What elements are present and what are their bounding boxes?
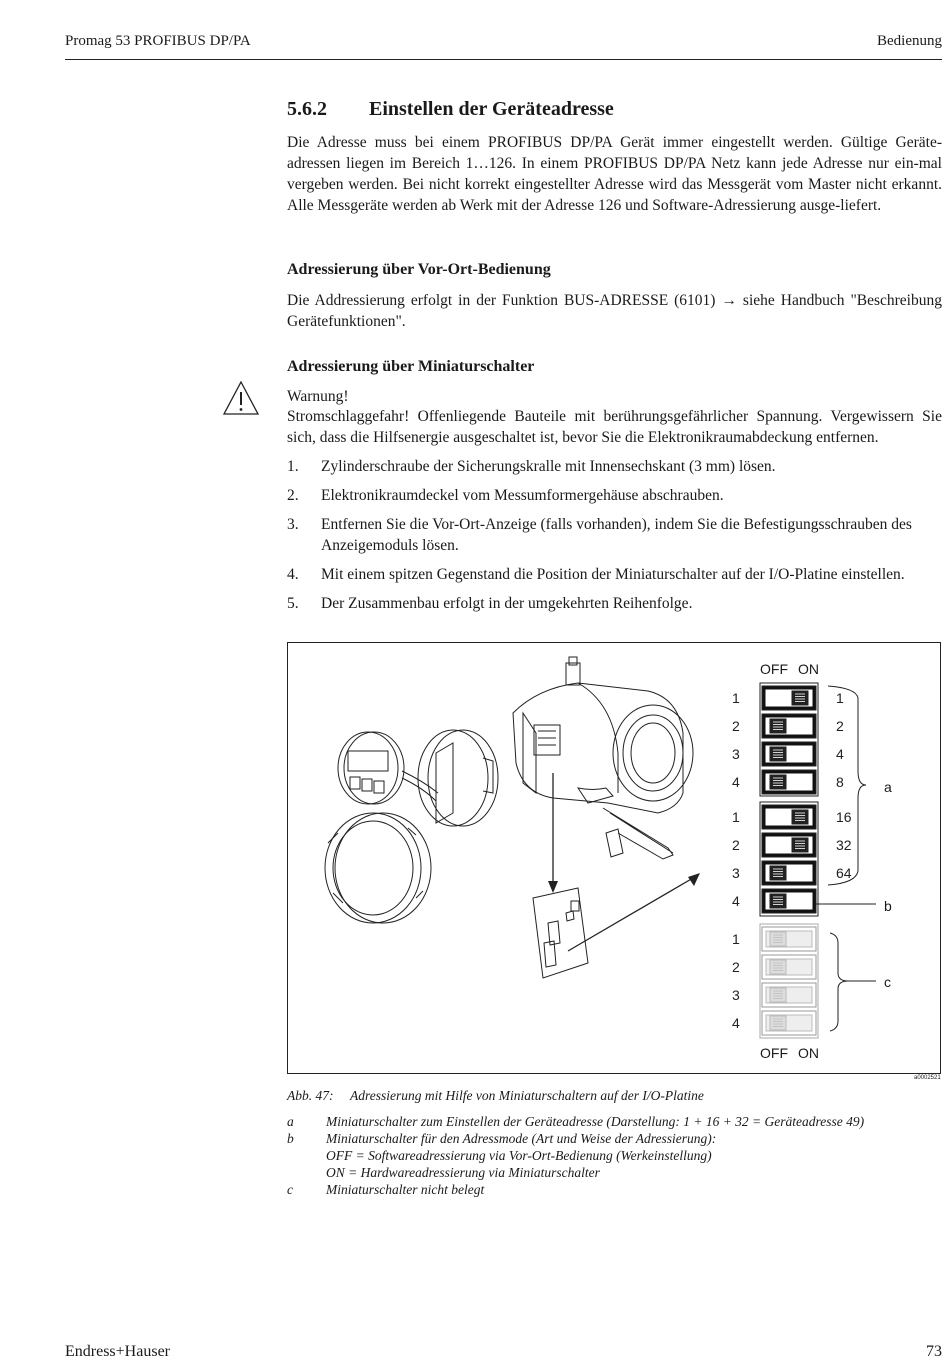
- intro-paragraph: Die Adresse muss bei einem PROFIBUS DP/PA Gerät immer eingestellt werden. Gültige Geräte-adressen liegen im Bereich 1…126. In einem PROFIBUS DP/PA Netz kann jede Adresse nur ein-mal vergeben werden. Bei nicht korrekt eingestellter Adresse wird das Messgerät vom Master nicht erkannt. Alle Messgeräte werden ab Werk mit der Adresse 126 und Software-Adressierung ausge-liefert.: [287, 134, 942, 214]
- warning-label: Warnung!: [287, 388, 349, 405]
- legend-item: c Miniaturschalter nicht belegt: [287, 1182, 485, 1197]
- caption-text: Adressierung mit Hilfe von Miniaturschaltern auf der I/O-Platine: [350, 1088, 704, 1103]
- switch-number: 3: [732, 865, 740, 881]
- figure-legend: [287, 1113, 864, 1198]
- dip-switch-c: [762, 955, 816, 979]
- housing-drawing: [513, 657, 693, 813]
- dip-switch-a: [762, 770, 816, 794]
- figure-id: a0002521: [914, 1075, 941, 1081]
- cover-drawing: [325, 813, 431, 923]
- switch-knob: [770, 932, 786, 946]
- header-rule: [65, 59, 942, 60]
- switch-knob: [792, 810, 808, 824]
- switch-knob: [770, 988, 786, 1002]
- switch-value: 1: [836, 690, 844, 706]
- section-heading: [287, 98, 614, 121]
- section-number: 5.6.2: [287, 98, 327, 120]
- diag-arrow-line: [568, 878, 693, 951]
- switch-number: 1: [732, 809, 740, 825]
- step-item: 1. Zylinderschraube der Sicherungskralle mit Innensechskant (3 mm) lösen.: [287, 458, 776, 475]
- diag-arrow-head: [688, 873, 700, 886]
- sub1-heading: Adressierung über Vor-Ort-Bedienung: [287, 261, 551, 278]
- dip-switch-a: [762, 714, 816, 738]
- dip-switch-a: [762, 833, 816, 857]
- display-module-drawing: [338, 732, 438, 804]
- io-board-drawing: [533, 888, 588, 978]
- dip-switch-c: [762, 927, 816, 951]
- figure-frame: [287, 642, 941, 1074]
- dip-switch-c: [762, 983, 816, 1007]
- dip-switch-b: [762, 889, 816, 913]
- switch-value: 8: [836, 774, 844, 790]
- steps-list: [287, 456, 947, 622]
- switch-value: 16: [836, 809, 852, 825]
- transmitter-illustration: [325, 657, 693, 978]
- switch-value: 4: [836, 746, 844, 762]
- tag-b: b: [884, 898, 892, 914]
- bracket-c: [830, 933, 876, 1031]
- switch-brackets: [816, 686, 876, 1031]
- tag-c: c: [884, 974, 891, 990]
- switch-number: 2: [732, 718, 740, 734]
- switch-number: 1: [732, 931, 740, 947]
- switch-number: 4: [732, 774, 740, 790]
- switch-knob: [770, 866, 786, 880]
- warning-text: Stromschlaggefahr! Offenliegende Bauteile mit berührungsgefährlicher Spannung. Vergewissern Sie sich, dass die Hilfsenergie ausgeschaltet ist, bevor Sie die Elektronikraumabdeckung entfernen.: [287, 408, 942, 446]
- switch-number: 3: [732, 987, 740, 1003]
- dip-switch-a: [762, 805, 816, 829]
- switch-knob: [770, 719, 786, 733]
- switch-knob: [770, 747, 786, 761]
- step-item: 5. Der Zusammenbau erfolgt in der umgekehrten Reihenfolge.: [287, 595, 693, 612]
- switch-number: 3: [732, 746, 740, 762]
- footer-brand: Endress+Hauser: [65, 1343, 170, 1360]
- dip-switch-a: [762, 861, 816, 885]
- section-title: Einstellen der Geräteadresse: [369, 98, 614, 120]
- on-label-top: ON: [798, 661, 819, 677]
- down-arrow-head: [548, 881, 558, 893]
- switch-number: 4: [732, 1015, 740, 1031]
- step-item: 4. Mit einem spitzen Gegenstand die Position der Miniaturschalter auf der I/O-Platine einstellen.: [287, 566, 905, 583]
- switch-value: 2: [836, 718, 844, 734]
- dip-switch-c: [762, 1011, 816, 1035]
- sub1-text: Die Addressierung erfolgt in der Funktion BUS-ADRESSE (6101) → siehe Handbuch "Beschreibung Gerätefunktionen".: [287, 292, 942, 330]
- step-item: 3. Entfernen Sie die Vor-Ort-Anzeige (falls vorhanden), indem Sie die Befestigungsschrauben des Anzeigemoduls lösen.: [287, 516, 912, 554]
- allen-key-drawing: [603, 808, 673, 859]
- switch-knob: [770, 775, 786, 789]
- on-label-bottom: ON: [798, 1045, 819, 1061]
- switch-number: 1: [732, 690, 740, 706]
- sub2-heading: Adressierung über Miniaturschalter: [287, 358, 535, 375]
- switch-number: 4: [732, 893, 740, 909]
- switch-number: 2: [732, 959, 740, 975]
- header-section: Bedienung: [877, 33, 942, 49]
- warning-icon: [222, 380, 260, 416]
- switch-knob: [792, 838, 808, 852]
- off-label-bottom: OFF: [760, 1045, 788, 1061]
- dip-switch-a: [762, 742, 816, 766]
- page-number: 73: [926, 1343, 942, 1360]
- switch-value: 64: [836, 865, 852, 881]
- switch-layer: [732, 683, 852, 1038]
- electronics-frame-drawing: [418, 730, 498, 826]
- figure-drawing: [288, 643, 942, 1075]
- switch-number: 2: [732, 837, 740, 853]
- switch-knob: [770, 1016, 786, 1030]
- dip-switch-a: [762, 686, 816, 710]
- switch-knob: [792, 691, 808, 705]
- header-title: Promag 53 PROFIBUS DP/PA: [65, 33, 251, 49]
- off-label-top: OFF: [760, 661, 788, 677]
- figure-caption: [287, 1088, 704, 1104]
- switch-knob: [770, 960, 786, 974]
- step-item: 2. Elektronikraumdeckel vom Messumformergehäuse abschrauben.: [287, 487, 724, 504]
- switch-value: 32: [836, 837, 852, 853]
- switch-knob: [770, 894, 786, 908]
- caption-label: Abb. 47:: [287, 1088, 334, 1103]
- legend-item: a Miniaturschalter zum Einstellen der Geräteadresse (Darstellung: 1 + 16 + 32 = Geräteadresse 49): [287, 1114, 865, 1129]
- tag-a: a: [884, 779, 892, 795]
- legend-item: b Miniaturschalter für den Adressmode (Art und Weise der Adressierung): OFF = Softwareadressierung via Vor-Ort-Bedienung (Werkeinstellung) ON = Hardwareadressierung via Miniaturschalter: [287, 1131, 717, 1180]
- bracket-a: [828, 686, 866, 885]
